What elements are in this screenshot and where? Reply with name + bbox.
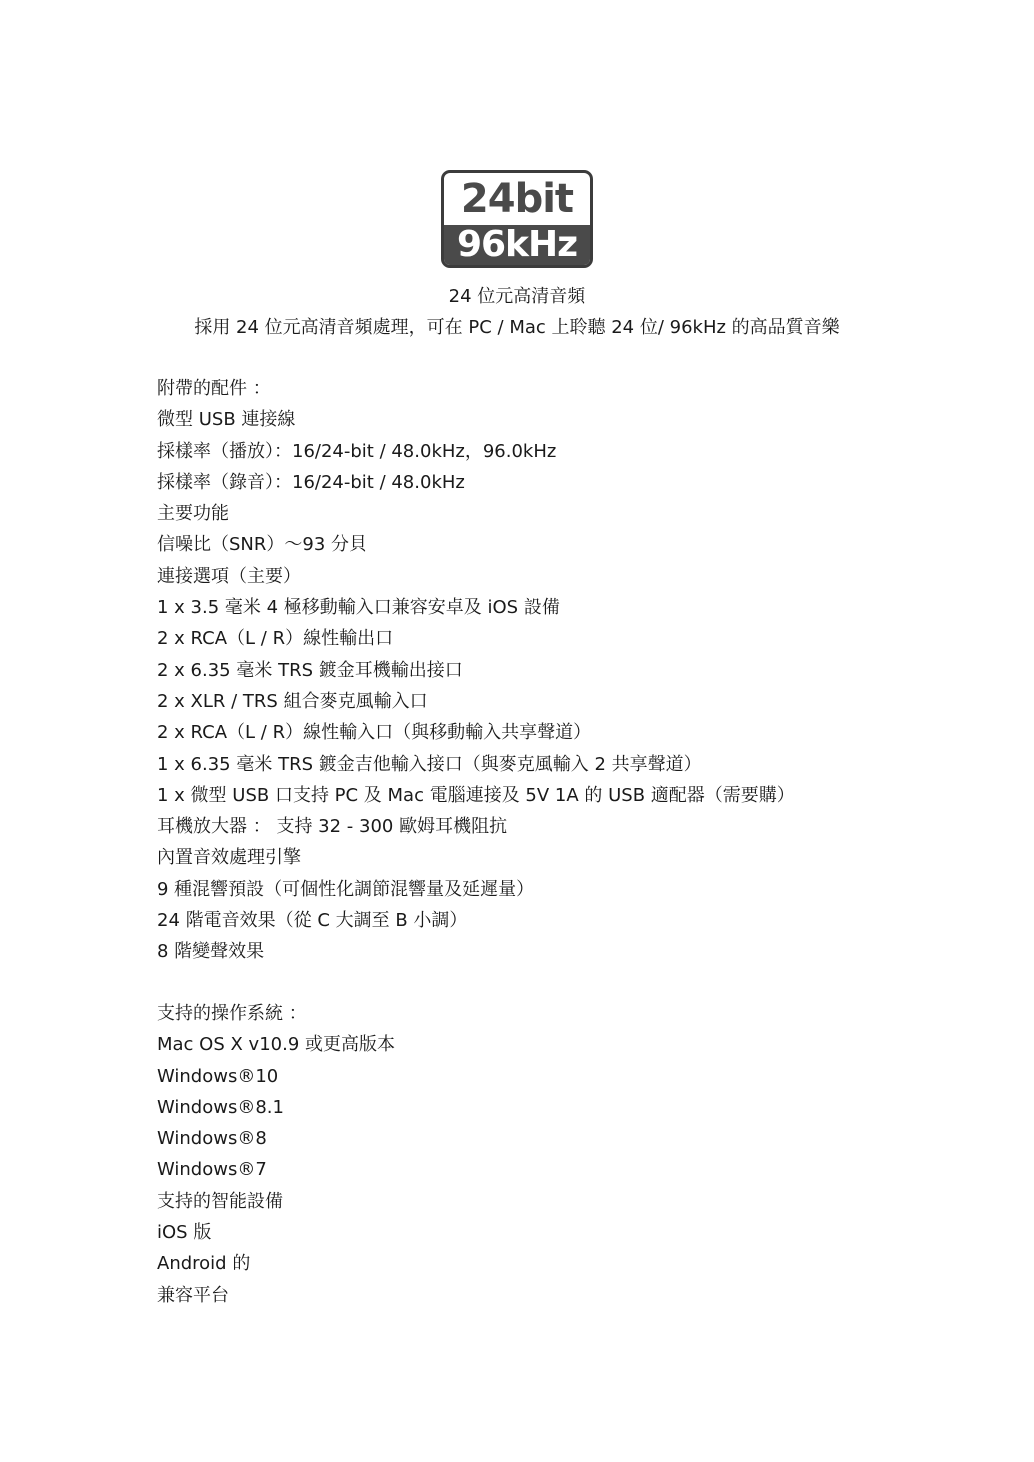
logo-caption: 24 位元高清音頻 xyxy=(448,286,586,307)
spec-line: 內置音效處理引擎 xyxy=(157,847,301,869)
os-line: Windows®8 xyxy=(157,1128,267,1150)
spec-line: 連接選項（主要） xyxy=(157,565,301,587)
spec-line: 微型 USB 連接線 xyxy=(157,409,296,431)
spec-line: 2 x RCA（L / R）線性輸入口（與移動輸入共享聲道） xyxy=(157,722,592,744)
os-line: Windows®7 xyxy=(157,1159,267,1181)
spec-line: 信噪比（SNR）～93 分貝 xyxy=(157,534,368,556)
spec-line: 8 階變聲效果 xyxy=(157,941,265,963)
spec-line: 附帶的配件 ： xyxy=(157,378,271,399)
spec-list xyxy=(157,373,795,968)
os-line: iOS 版 xyxy=(157,1222,212,1244)
os-line: 兼容平台 xyxy=(157,1284,229,1306)
spec-line: 2 x RCA（L / R）線性輸出口 xyxy=(157,628,394,650)
logo-sample-rate: 96kHz xyxy=(444,225,590,265)
spec-line: 2 x 6.35 毫米 TRS 鍍金耳機輸出接口 xyxy=(157,659,463,681)
spec-line: 24 階電音效果（從 C 大調至 B 小調） xyxy=(157,910,468,932)
os-line: 支持的智能設備 xyxy=(157,1190,283,1212)
24bit-96khz-logo xyxy=(441,170,593,268)
os-support-list xyxy=(157,998,395,1311)
os-line: Windows®10 xyxy=(157,1065,279,1087)
spec-line: 1 x 3.5 毫米 4 極移動輸入口兼容安卓及 iOS 設備 xyxy=(157,597,560,619)
os-line: Mac OS X v10.9 或更高版本 xyxy=(157,1034,395,1056)
spec-line: 採樣率（錄音）：16/24-bit / 48.0kHz xyxy=(157,471,465,493)
spec-line: 採樣率（播放）：16/24-bit / 48.0kHz，96.0kHz xyxy=(157,440,557,462)
logo-subcaption: 採用 24 位元高清音頻處理，可在 PC / Mac 上聆聽 24 位/ 96kHz 的高品質音樂 xyxy=(194,317,840,338)
os-line: Windows®8.1 xyxy=(157,1096,284,1118)
spec-line: 1 x 6.35 毫米 TRS 鍍金吉他輸入接口（與麥克風輸入 2 共享聲道） xyxy=(157,753,702,775)
spec-line: 1 x 微型 USB 口支持 PC 及 Mac 電腦連接及 5V 1A 的 USB 適配器（需要購） xyxy=(157,784,795,806)
spec-line: 9 種混響預設（可個性化調節混響量及延遲量） xyxy=(157,878,535,900)
spec-line: 耳機放大器 ： 支持 32 - 300 歐姆耳機阻抗 xyxy=(157,816,508,838)
os-line: Android 的 xyxy=(157,1253,251,1275)
os-line: 支持的操作系統 ： xyxy=(157,1003,307,1024)
spec-line: 2 x XLR / TRS 組合麥克風輸入口 xyxy=(157,690,428,712)
logo-bit-depth: 24bit xyxy=(460,176,574,222)
spec-line: 主要功能 xyxy=(157,503,229,525)
